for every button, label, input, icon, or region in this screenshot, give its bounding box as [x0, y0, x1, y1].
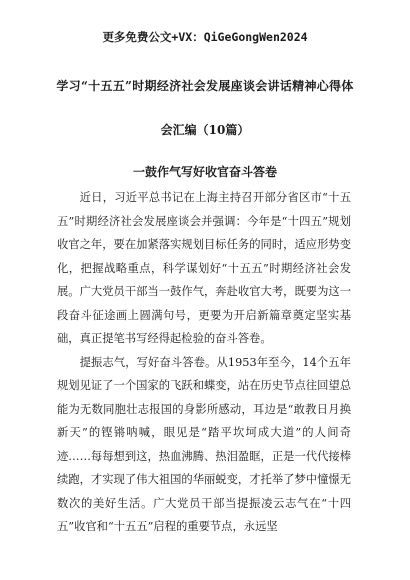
promo-header: 更多免费公文+VX：QiGeGongWen2024 [102, 30, 308, 44]
body-paragraph: 近日，习近平总书记在上海主持召开部分省区市“十五五”时期经济社会发展座谈会并强调：今年是“十四五”规划收官之年，要在加紧落实规划目标任务的同时，适应形势变化，把握战略重点，科学谋划好“十五五”时期经济社会发展。广大党员干部当一鼓作气，奔赴收官大考，既要为这一段奋斗征途画上圆满句号，更要为开启新篇章奠定坚实基础，真正提笔书写经得起检验的奋斗答卷。 [57, 191, 351, 345]
document-subtitle: 会汇编（10篇） [160, 123, 250, 137]
document-title: 学习“十五五”时期经济社会发展座谈会讲话精神心得体 [56, 79, 354, 93]
section-heading: 一鼓作气写好收官奋斗答卷 [132, 165, 277, 179]
document-body [57, 186, 351, 539]
body-paragraph: 提振志气，写好奋斗答卷。从1953年至今，14个五年规划见证了一个国家的飞跃和蝶变，站在历史节点往回望总能为无数同胞壮志报国的身影所感动，耳边是“敢教日月换新天”的铿锵呐喊，眼见是“踏平坎坷成大道”的人间奇迹……每每想到这，热血沸腾、热泪盈眶，正是一代代接棒续跑，才实现了伟大祖国的华丽蜕变，才托举了梦中憧憬无数次的美好生活。广大党员干部当提振凌云志气在“十四五”收官和“十五五”启程的重要节点，永远坚 [57, 355, 351, 533]
